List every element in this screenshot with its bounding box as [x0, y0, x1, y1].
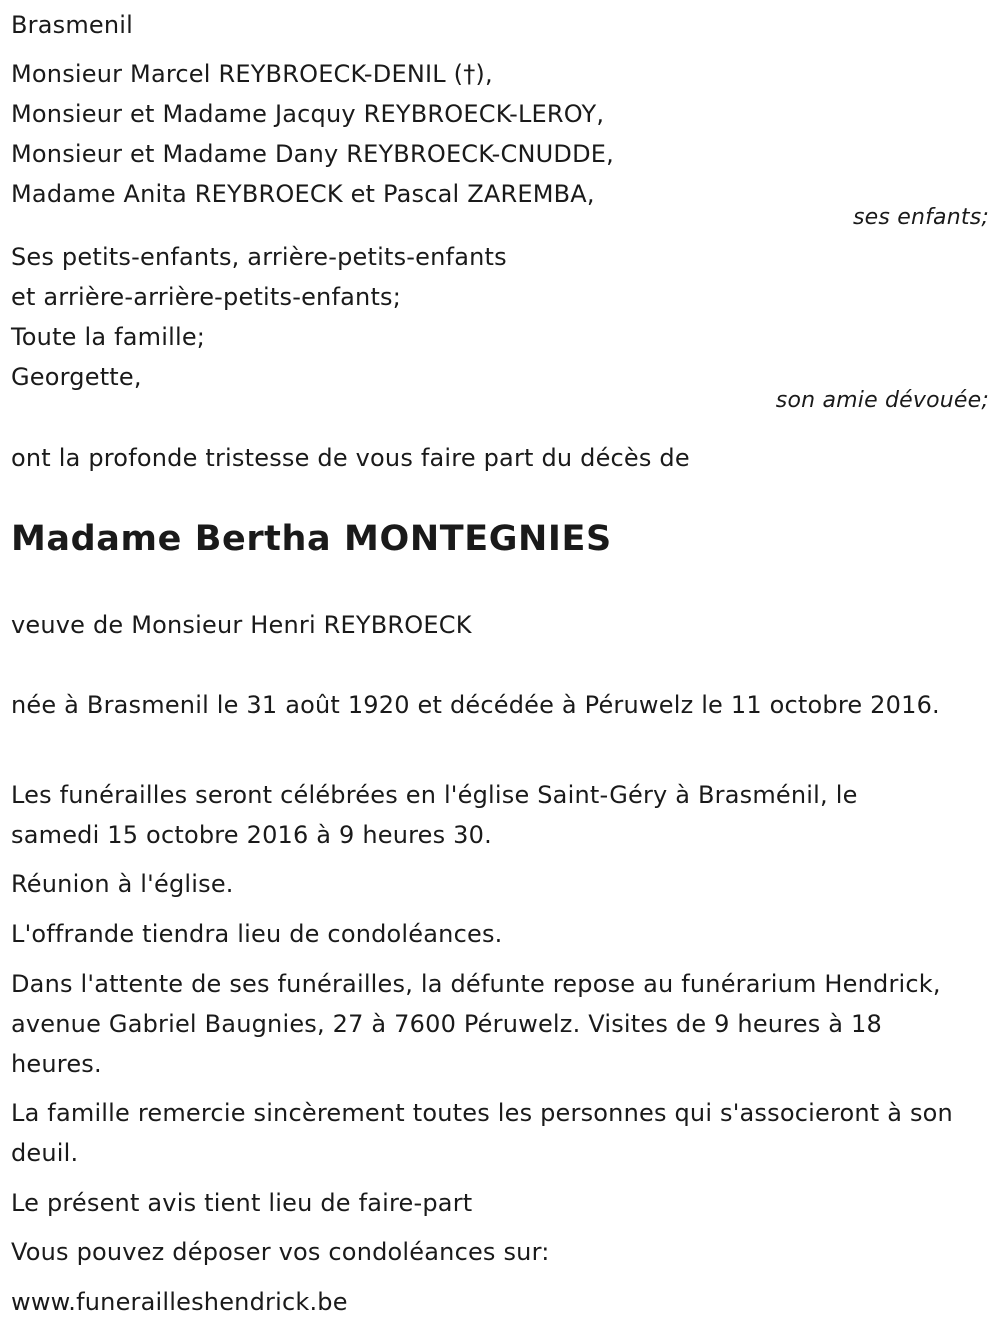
- family-line-1: Ses petits-enfants, arrière-petits-enfants: [11, 243, 507, 271]
- children-role: ses enfants;: [852, 205, 989, 230]
- funeral-info: Les funérailles seront célébrées en l'église Saint-Géry à Brasménil, le samedi 15 octobre 2016 à 9 heures 30.: [11, 781, 858, 849]
- child-line-3: Monsieur et Madame Dany REYBROECK-CNUDDE,: [11, 140, 614, 168]
- widow-of: veuve de Monsieur Henri REYBROECK: [11, 611, 472, 639]
- friend-role: son amie dévouée;: [775, 388, 989, 413]
- notice-statement: Le présent avis tient lieu de faire-part: [11, 1189, 473, 1217]
- child-line-2: Monsieur et Madame Jacquy REYBROECK-LEROY,: [11, 100, 605, 128]
- place-heading: Brasmenil: [11, 11, 134, 39]
- funerarium-info: Dans l'attente de ses funérailles, la défunte repose au funérarium Hendrick, avenue Gabriel Baugnies, 27 à 7600 Péruwelz. Visites de 9 heures à 18 heures.: [11, 970, 941, 1078]
- family-line-2: et arrière-arrière-petits-enfants;: [11, 283, 402, 311]
- family-line-3: Toute la famille;: [11, 323, 206, 351]
- announcement: ont la profonde tristesse de vous faire part du décès de: [11, 444, 690, 472]
- condolences-website: www.funerailleshendrick.be: [11, 1288, 348, 1316]
- family-line-4: Georgette,: [11, 363, 142, 391]
- offering-info: L'offrande tiendra lieu de condoléances.: [11, 920, 503, 948]
- child-line-1: Monsieur Marcel REYBROECK-DENIL (†),: [11, 60, 493, 88]
- child-line-4: Madame Anita REYBROECK et Pascal ZAREMBA,: [11, 180, 595, 208]
- meeting-info: Réunion à l'église.: [11, 870, 234, 898]
- condolences-prompt: Vous pouvez déposer vos condoléances sur:: [11, 1238, 550, 1266]
- birth-death-info: née à Brasmenil le 31 août 1920 et décédée à Péruwelz le 11 octobre 2016.: [11, 691, 940, 719]
- deceased-name: Madame Bertha MONTEGNIES: [11, 519, 612, 559]
- thanks-info: La famille remercie sincèrement toutes les personnes qui s'associeront à son deuil.: [11, 1099, 953, 1167]
